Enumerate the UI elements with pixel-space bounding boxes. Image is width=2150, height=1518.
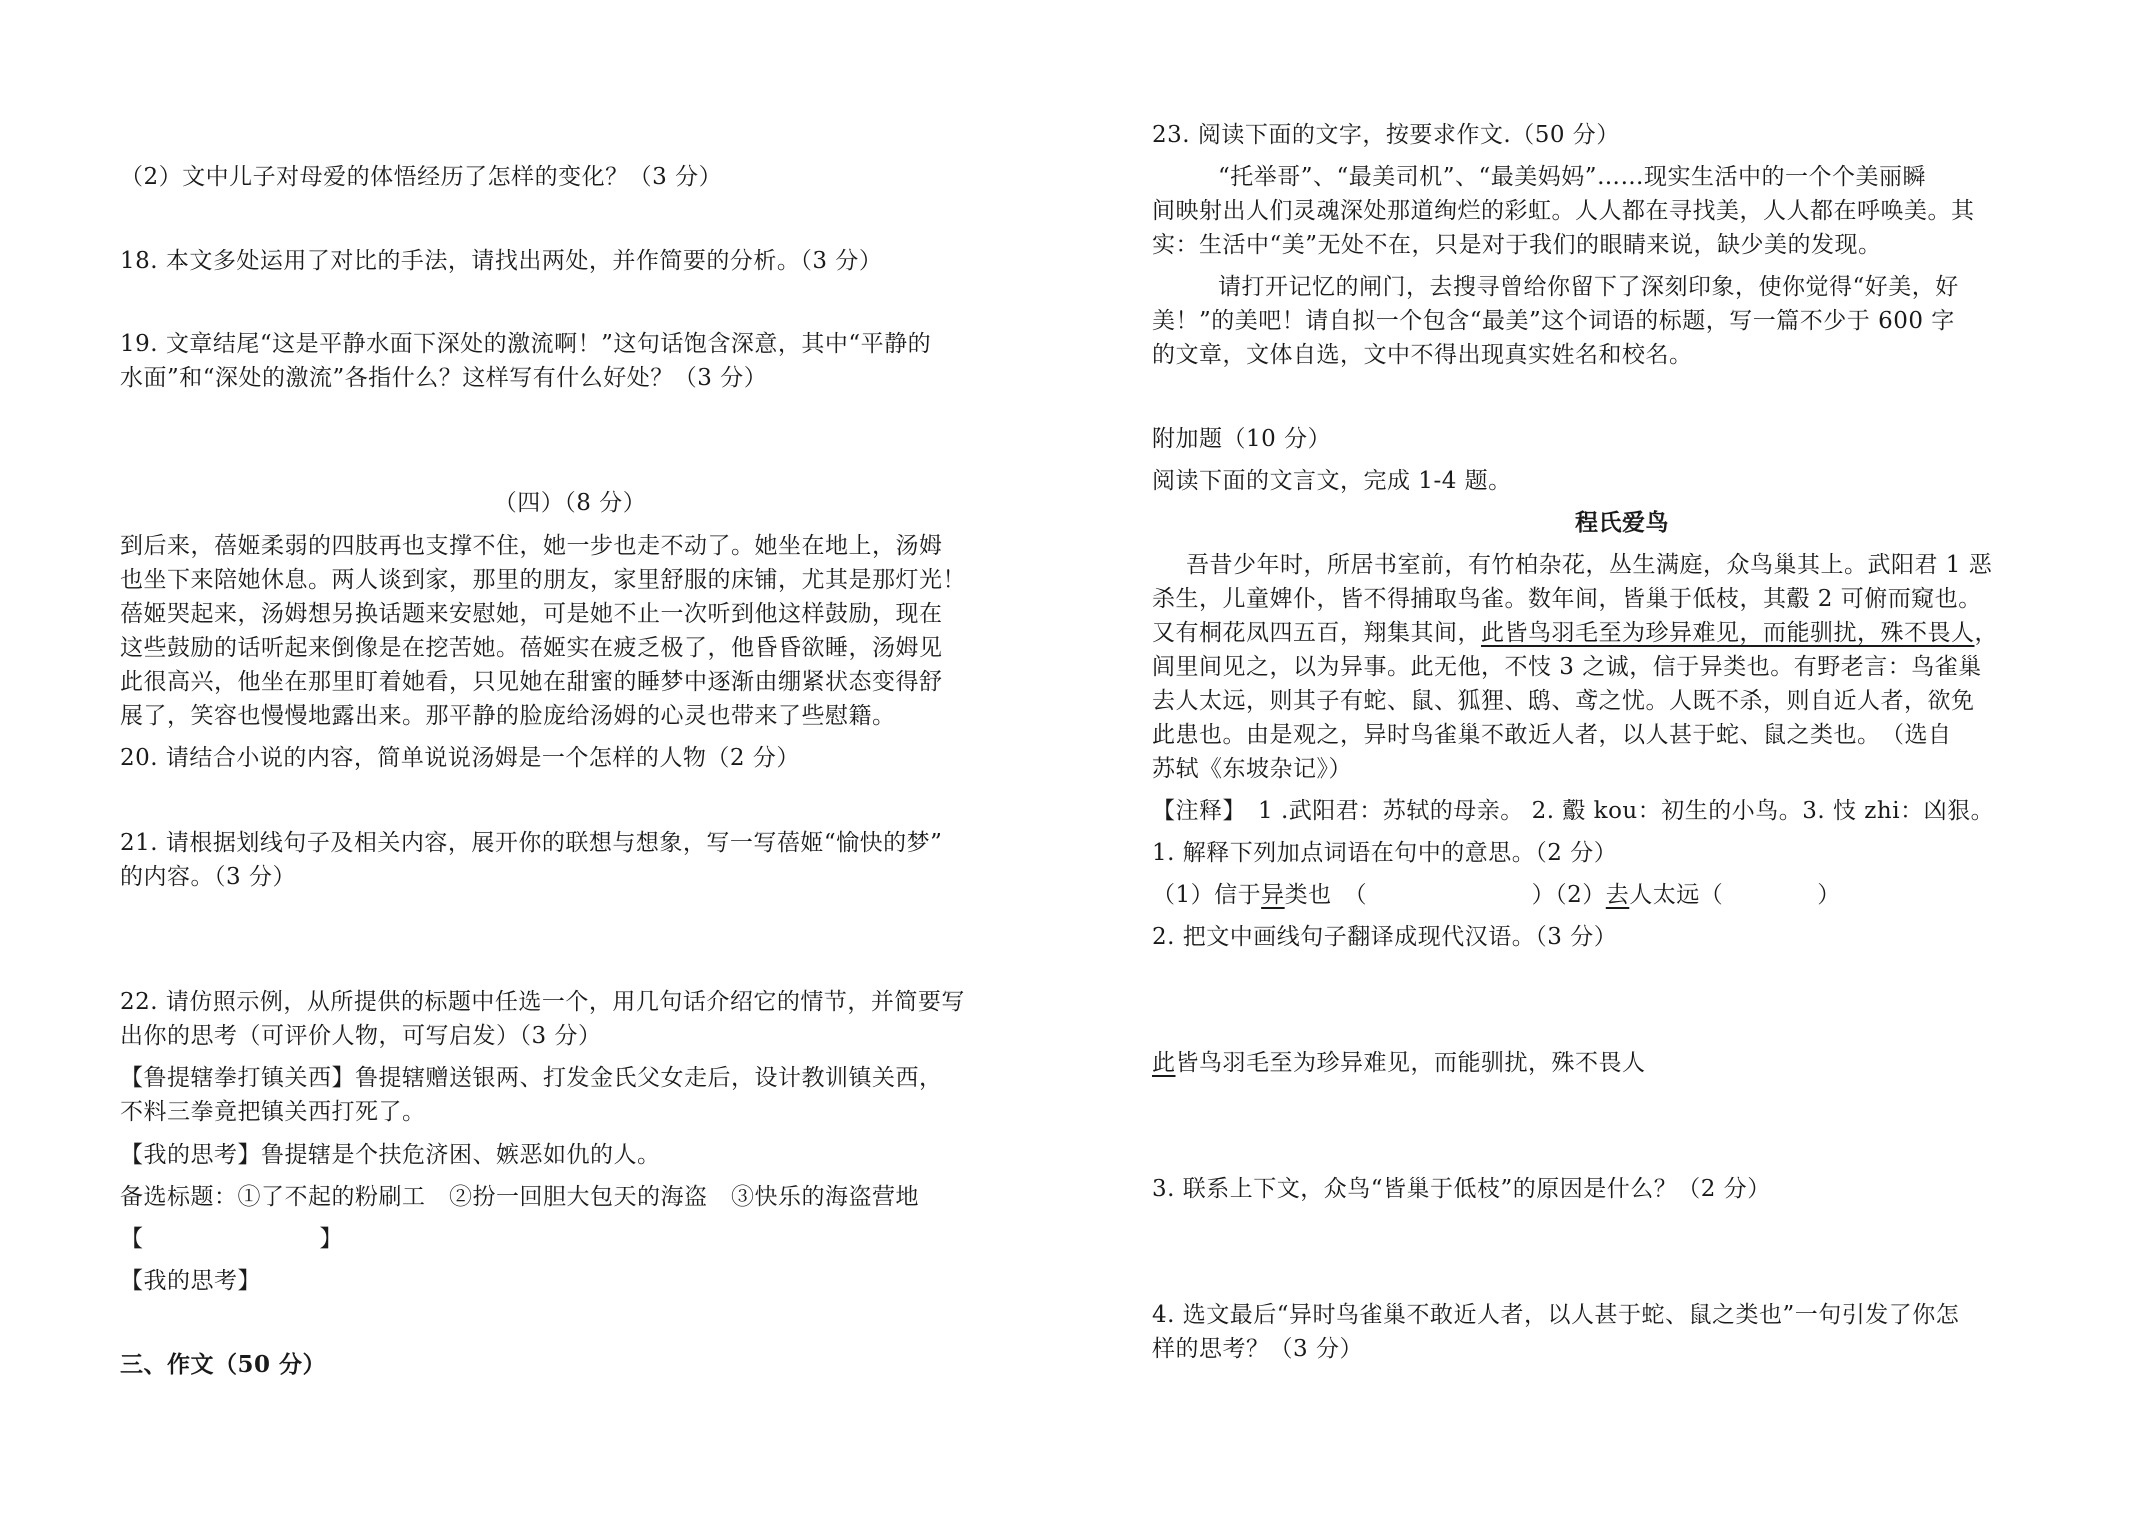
classical-line: 此患也。由是观之，异时鸟雀巢不敢近人者，以人甚于蛇、鼠之类也。 （选自 [1152,722,1952,748]
question-17-part-2: （2）文中儿子对母爱的体悟经历了怎样的变化？（3 分） [120,164,723,190]
dotted-word: 异 [1261,882,1285,908]
answer-title-blank [120,1222,343,1256]
reading-question-1: 1. 解释下列加点词语在句中的意思。（2 分） [1152,840,1618,866]
prompt-line: 请打开记忆的闸门，去搜寻曾给你留下了深刻印象，使你觉得“好美，好 [1218,274,1959,300]
passage-line: 此很高兴，他坐在那里盯着她看，只见她在甜蜜的睡梦中逐渐由绷紧状态变得舒 [120,669,943,695]
classical-text: ， [1974,620,1998,646]
extra-question-title: 附加题（10 分） [1152,426,1332,452]
passage-line: 到后来，蓓姬柔弱的四肢再也支撑不住，她一步也走不动了。她坐在地上，汤姆 [120,533,943,559]
question-22-line-2: 出你的思考（可评价人物，可写启发）（3 分） [120,1023,602,1049]
item-text: （1）信于 [1152,882,1262,908]
annotation-notes: 【注释】 1 .武阳君：苏轼的母亲。 2. 鷇 kou：初生的小鸟。3. 忮 zhi：凶狠。 [1152,798,1995,824]
classical-line: 吾昔少年时，所居书室前，有竹柏杂花，丛生满庭，众鸟巢其上。武阳君 1 恶 [1186,552,1993,578]
extra-intro: 阅读下面的文言文，完成 1-4 题。 [1152,468,1512,494]
title-options: 备选标题：①了不起的粉刷工 ②扮一回胆大包天的海盗 ③快乐的海盗营地 [120,1184,919,1210]
prompt-line: 实：生活中“美”无处不在，只是对于我们的眼睛来说，缺少美的发现。 [1152,232,1882,258]
bracket-close: 】 [319,1226,343,1252]
passage-line: 也坐下来陪她休息。两人谈到家，那里的朋友，家里舒服的床铺，尤其是那灯光！ [120,567,966,593]
section-4-title: （四）（8 分） [493,490,647,516]
question-18: 18. 本文多处运用了对比的手法，请找出两处，并作简要的分析。（3 分） [120,248,883,274]
classical-text: 又有桐花凤四五百，翔集其间， [1152,620,1481,646]
reading-question-4-line-2: 样的思考？（3 分） [1152,1336,1363,1362]
prompt-line: “托举哥”、“最美司机”、“最美妈妈”……现实生活中的一个个美丽瞬 [1218,164,1927,190]
question-23: 23. 阅读下面的文字，按要求作文.（50 分） [1152,122,1620,148]
question-21-line-2: 的内容。（3 分） [120,864,296,890]
example-line-1: 【鲁提辖拳打镇关西】鲁提辖赠送银两、打发金氏父女走后，设计教训镇关西， [120,1065,943,1091]
prompt-line: 的文章，文体自选，文中不得出现真实姓名和校名。 [1152,342,1693,368]
prompt-line: 美！”的美吧！请自拟一个包含“最美”这个词语的标题，写一篇不少于 600 字 [1152,308,1955,334]
sentence-text: 皆鸟羽毛至为珍异难见，而能驯扰，殊不畏人 [1175,1050,1646,1076]
reading-question-4-line-1: 4. 选文最后“异时鸟雀巢不敢近人者，以人甚于蛇、鼠之类也”一句引发了你怎 [1152,1302,1960,1328]
section-3-heading: 三、作文（50 分） [120,1351,327,1378]
question-19-line-2: 水面”和“深处的激流”各指什么？这样写有什么好处？（3 分） [120,365,768,391]
question-19-line-1: 19. 文章结尾“这是平静水面下深处的激流啊！”这句话饱含深意，其中“平静的 [120,331,932,357]
reading-question-2: 2. 把文中画线句子翻译成现代汉语。（3 分） [1152,924,1618,950]
example-thinking: 【我的思考】鲁提辖是个扶危济困、嫉恶如仇的人。 [120,1142,661,1168]
sentence-to-translate [1152,1046,1646,1080]
underlined-char: 此 [1152,1050,1176,1076]
passage-line: 蓓姬哭起来，汤姆想另换话题来安慰她，可是她不止一次听到他这样鼓励，现在 [120,601,943,627]
reading-question-3: 3. 联系上下文，众鸟“皆巢于低枝”的原因是什么？（2 分） [1152,1176,1771,1202]
passage-line: 这些鼓励的话听起来倒像是在挖苦她。蓓姬实在疲乏极了，他昏昏欲睡，汤姆见 [120,635,943,661]
passage-line: 展了，笑容也慢慢地露出来。那平静的脸庞给汤姆的心灵也带来了些慰籍。 [120,703,896,729]
classical-line: 苏轼《东坡杂记》） [1152,756,1352,782]
classical-line: 闾里间见之，以为异事。此无他，不忮 3 之诚，信于异类也。有野老言：鸟雀巢 [1152,654,1982,680]
article-title: 程氏爱鸟 [1575,509,1669,536]
question-22-line-1: 22. 请仿照示例，从所提供的标题中任选一个，用几句话介绍它的情节，并简要写 [120,989,965,1015]
example-line-2: 不料三拳竟把镇关西打死了。 [120,1099,426,1125]
question-21-line-1: 21. 请根据划线句子及相关内容，展开你的联想与想象，写一写蓓姬“愉快的梦” [120,830,943,856]
item-text: 类也 （ ）（2） [1284,882,1606,908]
classical-line: 去人太远，则其子有蛇、鼠、狐狸、鸱、鸢之忧。人既不杀，则自近人者，欲免 [1152,688,1975,714]
classical-line [1152,616,1998,650]
bracket-open: 【 [120,1226,144,1252]
underlined-sentence: 此皆鸟羽毛至为珍异难见，而能驯扰，殊不畏人 [1481,620,1975,646]
classical-line: 杀生，儿童婢仆，皆不得捕取鸟雀。数年间，皆巢于低枝，其鷇 2 可俯而窥也。 [1152,586,1982,612]
question-20: 20. 请结合小说的内容，简单说说汤姆是一个怎样的人物（2 分） [120,745,800,771]
prompt-line: 间映射出人们灵魂深处那道绚烂的彩虹。人人都在寻找美，人人都在呼唤美。其 [1152,198,1975,224]
reading-question-1-items [1152,878,1841,912]
item-text: 人太远（ ） [1629,882,1841,908]
dotted-word: 去 [1605,882,1630,908]
my-thinking-label: 【我的思考】 [120,1268,261,1294]
